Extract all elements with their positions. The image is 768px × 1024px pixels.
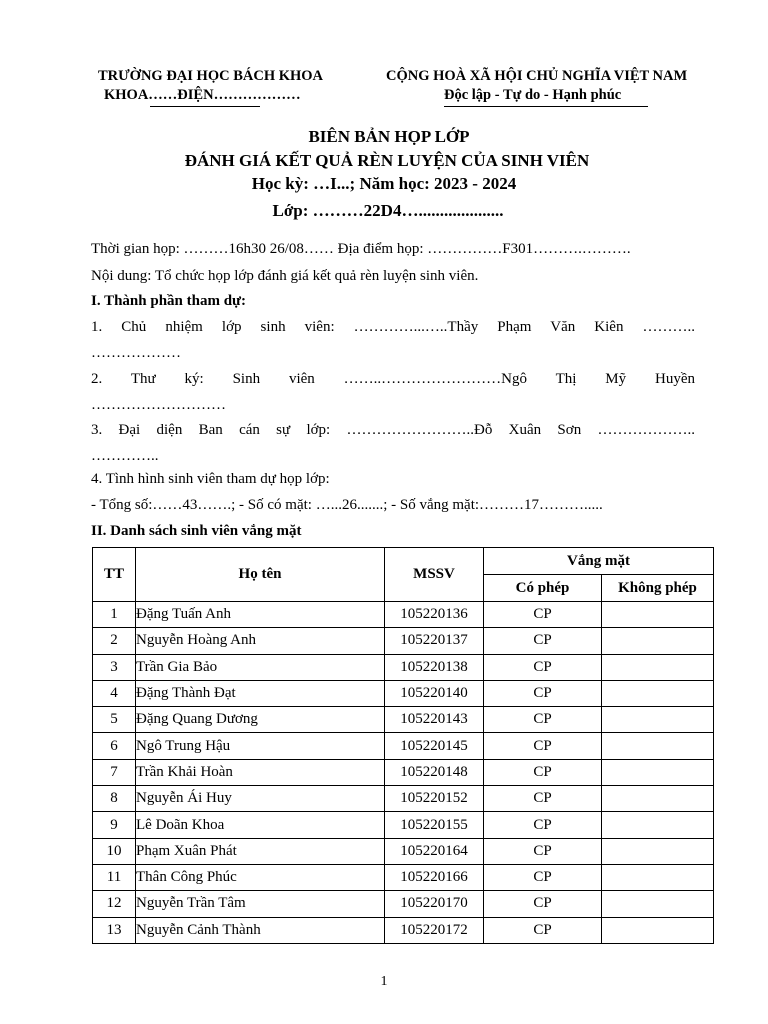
col-header-excused: Có phép: [484, 575, 602, 602]
table-row: [93, 707, 714, 733]
row-index: 5: [93, 707, 136, 733]
student-name: Trần Khải Hoàn: [136, 759, 385, 785]
student-id: 105220140: [385, 680, 484, 706]
unexcused-mark: [602, 838, 714, 864]
attendee-advisor-cont: ………………: [91, 345, 181, 361]
row-index: 6: [93, 733, 136, 759]
unexcused-mark: [602, 864, 714, 890]
student-id: 105220137: [385, 628, 484, 654]
row-index: 12: [93, 891, 136, 917]
excused-mark: CP: [484, 759, 602, 785]
row-index: 9: [93, 812, 136, 838]
absent-table-body: [93, 602, 714, 944]
attendee-class-rep-cont: …………..: [91, 448, 159, 464]
student-id: 105220136: [385, 602, 484, 628]
absent-students-table: [92, 547, 714, 944]
student-name: Lê Doãn Khoa: [136, 812, 385, 838]
unexcused-mark: [602, 917, 714, 943]
excused-mark: CP: [484, 838, 602, 864]
student-name: Đặng Quang Dương: [136, 707, 385, 733]
table-row: [93, 917, 714, 943]
excused-mark: CP: [484, 654, 602, 680]
excused-mark: CP: [484, 917, 602, 943]
excused-mark: CP: [484, 602, 602, 628]
student-name: Nguyễn Trần Tâm: [136, 891, 385, 917]
student-id: 105220148: [385, 759, 484, 785]
unexcused-mark: [602, 733, 714, 759]
document-subtitle: ĐÁNH GIÁ KẾT QUẢ RÈN LUYỆN CỦA SINH VIÊN: [184, 151, 590, 170]
student-id: 105220155: [385, 812, 484, 838]
attendance-counts: - Tổng số:……43…….; - Số có mặt: …...26.......; - Số vắng mặt:………17……….....: [91, 497, 603, 513]
attendee-secretary: 2. Thư ký: Sinh viên ……..……………………Ngô Thị Mỹ Huyền: [91, 371, 695, 387]
country-name: CỘNG HOÀ XÃ HỘI CHỦ NGHĨA VIỆT NAM: [386, 68, 688, 84]
unexcused-mark: [602, 759, 714, 785]
student-name: Phạm Xuân Phát: [136, 838, 385, 864]
col-header-unexcused: Không phép: [602, 575, 714, 602]
attendee-class-rep: 3. Đại diện Ban cán sự lớp: ……………………..Đỗ Xuân Sơn ………………..: [91, 422, 695, 438]
school-name: TRƯỜNG ĐẠI HỌC BÁCH KHOA: [98, 68, 324, 84]
table-row: [93, 891, 714, 917]
student-id: 105220172: [385, 917, 484, 943]
student-name: Nguyễn Hoàng Anh: [136, 628, 385, 654]
time-place-line: Thời gian họp: ………16h30 26/08…… Địa điểm họp: ……………F301……….……….: [91, 241, 631, 257]
row-index: 2: [93, 628, 136, 654]
row-index: 7: [93, 759, 136, 785]
row-index: 4: [93, 680, 136, 706]
row-index: 1: [93, 602, 136, 628]
table-row: [93, 786, 714, 812]
motto: Độc lập - Tự do - Hạnh phúc: [444, 87, 622, 103]
unexcused-mark: [602, 628, 714, 654]
col-header-mssv: MSSV: [385, 548, 484, 602]
row-index: 11: [93, 864, 136, 890]
class-line: Lớp: ………22D4…....................: [272, 201, 504, 220]
student-name: Trần Gia Bảo: [136, 654, 385, 680]
col-header-name: Họ tên: [136, 548, 385, 602]
content-line: Nội dung: Tổ chức họp lớp đánh giá kết quả rèn luyện sinh viên.: [91, 268, 479, 284]
student-id: 105220145: [385, 733, 484, 759]
student-id: 105220152: [385, 786, 484, 812]
student-name: Ngô Trung Hậu: [136, 733, 385, 759]
unexcused-mark: [602, 602, 714, 628]
motto-underline: [444, 106, 648, 107]
table-row: [93, 864, 714, 890]
table-row: [93, 838, 714, 864]
table-row: [93, 602, 714, 628]
row-index: 3: [93, 654, 136, 680]
section2-heading: II. Danh sách sinh viên vắng mặt: [91, 523, 302, 539]
excused-mark: CP: [484, 680, 602, 706]
table-row: [93, 812, 714, 838]
table-row: [93, 680, 714, 706]
attendee-secretary-cont: ………………………: [91, 397, 226, 413]
excused-mark: CP: [484, 733, 602, 759]
row-index: 10: [93, 838, 136, 864]
student-id: 105220143: [385, 707, 484, 733]
page-number: 1: [380, 974, 388, 989]
unexcused-mark: [602, 812, 714, 838]
document-title: BIÊN BẢN HỌP LỚP: [308, 127, 470, 146]
student-name: Thân Công Phúc: [136, 864, 385, 890]
section1-heading: I. Thành phần tham dự:: [91, 293, 247, 309]
excused-mark: CP: [484, 812, 602, 838]
unexcused-mark: [602, 707, 714, 733]
row-index: 13: [93, 917, 136, 943]
col-header-tt: TT: [93, 548, 136, 602]
attendee-advisor: 1. Chủ nhiệm lớp sinh viên: …………...…..Thầy Phạm Văn Kiên ………..: [91, 319, 695, 335]
student-name: Nguyễn Cảnh Thành: [136, 917, 385, 943]
semester-line: Học kỳ: …I...; Năm học: 2023 - 2024: [251, 174, 517, 193]
student-name: Đặng Thành Đạt: [136, 680, 385, 706]
faculty-underline: [150, 106, 260, 107]
excused-mark: CP: [484, 628, 602, 654]
excused-mark: CP: [484, 707, 602, 733]
table-row: [93, 733, 714, 759]
table-row: [93, 628, 714, 654]
faculty-name: KHOA……ĐIỆN………………: [104, 87, 301, 103]
unexcused-mark: [602, 680, 714, 706]
excused-mark: CP: [484, 891, 602, 917]
student-id: 105220166: [385, 864, 484, 890]
unexcused-mark: [602, 891, 714, 917]
col-header-absent: Vắng mặt: [484, 548, 714, 575]
excused-mark: CP: [484, 864, 602, 890]
unexcused-mark: [602, 786, 714, 812]
student-name: Đặng Tuấn Anh: [136, 602, 385, 628]
row-index: 8: [93, 786, 136, 812]
student-id: 105220164: [385, 838, 484, 864]
table-row: [93, 654, 714, 680]
attendance-heading: 4. Tình hình sinh viên tham dự họp lớp:: [91, 471, 330, 487]
student-name: Nguyễn Ái Huy: [136, 786, 385, 812]
excused-mark: CP: [484, 786, 602, 812]
student-id: 105220170: [385, 891, 484, 917]
table-row: [93, 759, 714, 785]
unexcused-mark: [602, 654, 714, 680]
student-id: 105220138: [385, 654, 484, 680]
